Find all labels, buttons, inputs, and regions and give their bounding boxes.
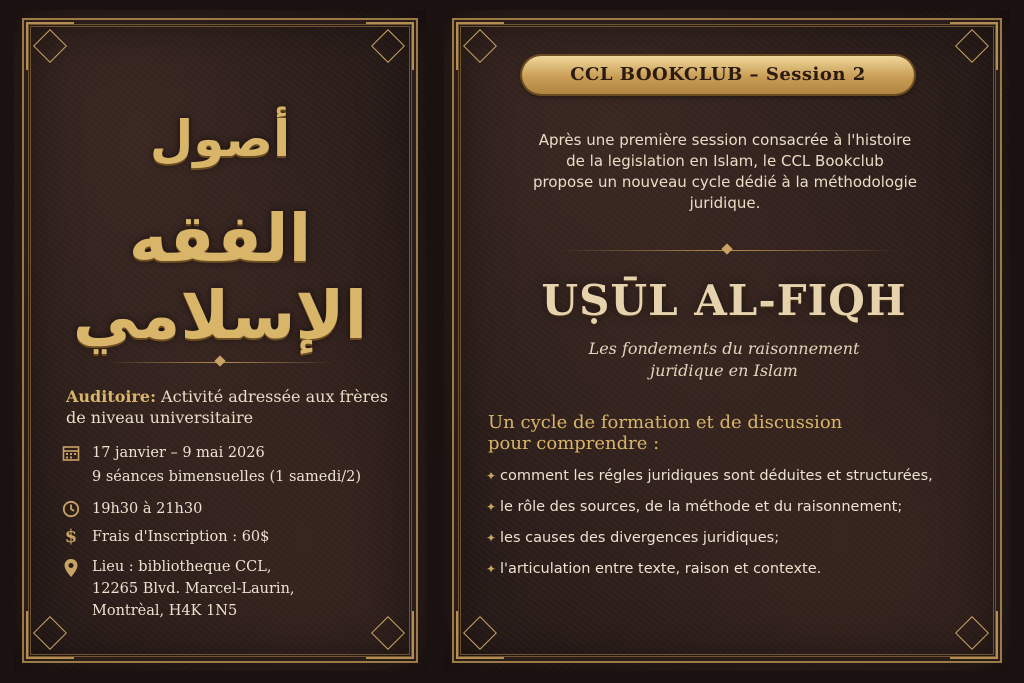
star-bullet-icon: ✦ [486,469,497,483]
main-title: UṢŪL AL-FIQH [541,276,907,325]
star-bullet-icon: ✦ [486,531,497,545]
list-item: ✦ les causes des divergences juridiques; [486,530,780,546]
intro-line: Après une première session consacrée à l'histoire [538,131,912,149]
arabic-title-line1: أصول [149,110,291,168]
session-banner: CCL BOOKCLUB – Session 2 [522,56,914,94]
subtitle [474,338,974,382]
cycle-heading-line: Un cycle de formation et de discussion [488,412,843,433]
subtitle-line: juridique en Islam [650,361,798,380]
location-pin-icon [62,558,80,576]
intro-text [490,130,960,214]
star-bullet-icon: ✦ [486,500,497,514]
intro-line: de la legislation en Islam, le CCL Bookclub [566,152,884,170]
intro-line: propose un nouveau cycle dédié à la méthodologie [532,173,918,191]
corner-ornament [950,22,998,70]
list-item: ✦ l'articulation entre texte, raison et contexte. [486,561,822,577]
corner-ornament [950,611,998,659]
right-panel [444,10,1010,671]
location-line1: Lieu : bibliotheque CCL, [92,559,272,575]
audience-text [66,386,396,428]
corner-ornament [366,22,414,70]
arabic-title-line2: الفقه الإسلامي [72,200,368,354]
calendar-icon [62,444,80,462]
list-item: ✦ comment les régles juridiques sont déduites et structurées, [486,468,933,484]
corner-ornament [456,22,504,70]
corner-ornament [26,611,74,659]
fee-text: Frais d'Inscription : 60$ [92,529,270,545]
left-panel [14,10,426,671]
audience-label: Auditoire: [66,387,156,406]
intro-line: juridique. [689,194,761,212]
corner-ornament [26,22,74,70]
star-bullet-icon: ✦ [486,562,497,576]
audience-description: Activité adressée aux frères de niveau universitaire [66,387,388,427]
sessions-text: 9 séances bimensuelles (1 samedi/2) [92,469,362,485]
clock-icon [62,500,80,518]
divider [104,362,336,363]
dollar-icon: $ [64,526,78,547]
cycle-heading-line: pour comprendre : [488,433,660,454]
cycle-heading [488,412,968,454]
corner-ornament [456,611,504,659]
list-item: ✦ le rôle des sources, de la méthode et du raisonnement; [486,499,903,515]
location-line3: Montrèal, H4K 1N5 [92,603,238,619]
time-text: 19h30 à 21h30 [92,501,203,517]
location-line2: 12265 Blvd. Marcel-Laurin, [92,581,295,597]
subtitle-line: Les fondements du raisonnement [588,339,860,358]
topics-list [486,466,996,590]
dates-text: 17 janvier – 9 mai 2026 [92,445,265,461]
divider [554,250,900,251]
